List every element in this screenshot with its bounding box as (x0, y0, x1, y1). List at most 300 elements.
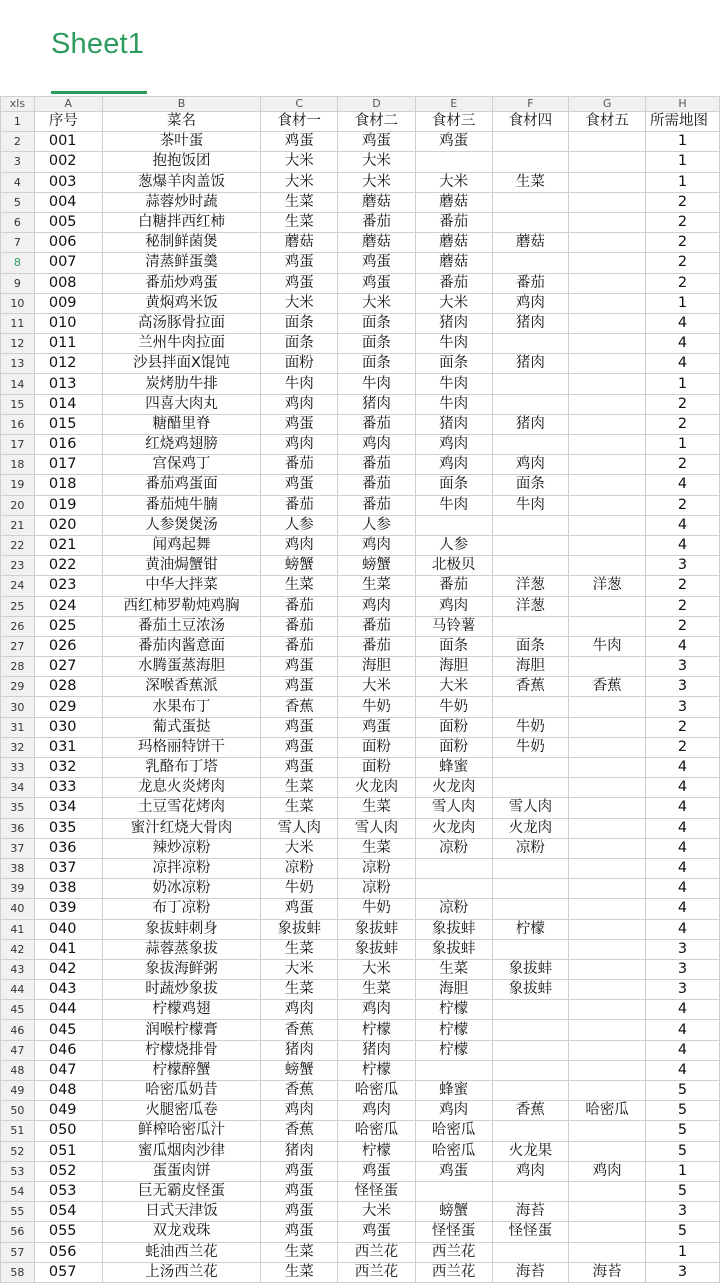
data-cell[interactable]: 2 (646, 233, 720, 253)
row-number[interactable]: 18 (1, 455, 35, 475)
data-cell[interactable] (569, 737, 646, 757)
data-cell[interactable]: 猪肉 (338, 1040, 416, 1060)
data-cell[interactable]: 番茄 (261, 596, 338, 616)
data-cell[interactable] (569, 879, 646, 899)
data-cell[interactable] (492, 334, 569, 354)
data-cell[interactable]: 番茄 (338, 616, 416, 636)
data-cell[interactable]: 大米 (415, 293, 492, 313)
data-cell[interactable] (492, 879, 569, 899)
data-cell[interactable]: 牛奶 (338, 899, 416, 919)
data-cell[interactable] (569, 1121, 646, 1141)
row-number[interactable]: 51 (1, 1121, 35, 1141)
row-number[interactable]: 57 (1, 1242, 35, 1262)
data-cell[interactable]: 高汤豚骨拉面 (102, 313, 261, 333)
data-cell[interactable]: 水腾蛋蒸海胆 (102, 657, 261, 677)
data-cell[interactable]: 4 (646, 858, 720, 878)
data-cell[interactable]: 柠檬 (415, 1040, 492, 1060)
data-cell[interactable] (492, 939, 569, 959)
data-cell[interactable]: 2 (646, 616, 720, 636)
data-cell[interactable] (569, 273, 646, 293)
row-number[interactable]: 7 (1, 233, 35, 253)
data-cell[interactable]: 1 (646, 152, 720, 172)
data-cell[interactable] (492, 1121, 569, 1141)
data-cell[interactable]: 030 (34, 717, 102, 737)
data-cell[interactable]: 香蕉 (261, 1121, 338, 1141)
row-number[interactable]: 48 (1, 1060, 35, 1080)
data-cell[interactable]: 番茄鸡蛋面 (102, 475, 261, 495)
column-header-f[interactable]: F (492, 97, 569, 112)
data-cell[interactable]: 面粉 (415, 737, 492, 757)
data-cell[interactable]: 1 (646, 374, 720, 394)
data-cell[interactable]: 哈密瓜 (415, 1141, 492, 1161)
data-cell[interactable]: 蘑菇 (415, 192, 492, 212)
data-cell[interactable]: 鸡蛋 (261, 475, 338, 495)
data-cell[interactable]: 牛奶 (492, 737, 569, 757)
data-cell[interactable]: 042 (34, 959, 102, 979)
data-cell[interactable] (492, 435, 569, 455)
data-cell[interactable]: 4 (646, 758, 720, 778)
data-cell[interactable] (569, 657, 646, 677)
data-cell[interactable]: 蜂蜜 (415, 1081, 492, 1101)
data-cell[interactable]: 深喉香蕉派 (102, 677, 261, 697)
data-cell[interactable]: 柠檬 (338, 1141, 416, 1161)
data-cell[interactable]: 052 (34, 1161, 102, 1181)
data-cell[interactable] (415, 152, 492, 172)
data-cell[interactable] (569, 758, 646, 778)
data-cell[interactable]: 猪肉 (415, 313, 492, 333)
data-cell[interactable]: 香蕉 (492, 677, 569, 697)
data-cell[interactable]: 4 (646, 899, 720, 919)
data-cell[interactable]: 鸡肉 (415, 1101, 492, 1121)
data-cell[interactable]: 牛奶 (261, 879, 338, 899)
data-cell[interactable] (569, 1181, 646, 1201)
data-cell[interactable]: 面条 (415, 354, 492, 374)
row-number[interactable]: 58 (1, 1262, 35, 1282)
data-cell[interactable]: 012 (34, 354, 102, 374)
data-cell[interactable] (569, 233, 646, 253)
data-cell[interactable] (569, 919, 646, 939)
data-cell[interactable]: 生菜 (261, 778, 338, 798)
data-cell[interactable]: 生菜 (261, 939, 338, 959)
row-number[interactable]: 6 (1, 212, 35, 232)
data-cell[interactable]: 010 (34, 313, 102, 333)
data-cell[interactable]: 哈密瓜 (415, 1121, 492, 1141)
data-cell[interactable]: 2 (646, 717, 720, 737)
data-cell[interactable]: 人参煲煲汤 (102, 515, 261, 535)
data-cell[interactable]: 茶叶蛋 (102, 132, 261, 152)
data-cell[interactable]: 2 (646, 737, 720, 757)
data-cell[interactable]: 海胆 (492, 657, 569, 677)
data-cell[interactable] (492, 132, 569, 152)
data-cell[interactable]: 蘑菇 (492, 233, 569, 253)
data-cell[interactable]: 洋葱 (492, 596, 569, 616)
data-cell[interactable]: 乳酪布丁塔 (102, 758, 261, 778)
data-cell[interactable]: 火腿密瓜卷 (102, 1101, 261, 1121)
column-title-cell[interactable]: 食材五 (569, 112, 646, 132)
data-cell[interactable]: 2 (646, 192, 720, 212)
data-cell[interactable]: 生菜 (415, 959, 492, 979)
data-cell[interactable]: 海苔 (492, 1262, 569, 1282)
data-cell[interactable]: 生菜 (261, 1242, 338, 1262)
data-cell[interactable]: 2 (646, 394, 720, 414)
data-cell[interactable]: 象拔蚌 (492, 980, 569, 1000)
data-cell[interactable]: 018 (34, 475, 102, 495)
data-cell[interactable]: 牛肉 (569, 636, 646, 656)
row-number[interactable]: 19 (1, 475, 35, 495)
data-cell[interactable]: 海苔 (569, 1262, 646, 1282)
data-cell[interactable]: 041 (34, 939, 102, 959)
data-cell[interactable]: 黄焖鸡米饭 (102, 293, 261, 313)
data-cell[interactable] (492, 374, 569, 394)
data-cell[interactable]: 蒜蓉炒时蔬 (102, 192, 261, 212)
data-cell[interactable]: 4 (646, 919, 720, 939)
data-cell[interactable]: 猪肉 (415, 414, 492, 434)
data-cell[interactable]: 大米 (261, 959, 338, 979)
data-cell[interactable]: 045 (34, 1020, 102, 1040)
data-cell[interactable]: 柠檬 (492, 919, 569, 939)
data-cell[interactable] (569, 697, 646, 717)
data-cell[interactable]: 怪怪蛋 (415, 1222, 492, 1242)
data-cell[interactable]: 013 (34, 374, 102, 394)
data-cell[interactable]: 1 (646, 293, 720, 313)
data-cell[interactable] (569, 1242, 646, 1262)
data-cell[interactable] (569, 717, 646, 737)
data-cell[interactable]: 凉粉 (338, 858, 416, 878)
row-number[interactable]: 24 (1, 576, 35, 596)
row-number[interactable]: 42 (1, 939, 35, 959)
data-cell[interactable]: 马铃薯 (415, 616, 492, 636)
row-number[interactable]: 47 (1, 1040, 35, 1060)
row-number[interactable]: 29 (1, 677, 35, 697)
data-cell[interactable]: 003 (34, 172, 102, 192)
data-cell[interactable]: 4 (646, 818, 720, 838)
data-cell[interactable]: 闻鸡起舞 (102, 535, 261, 555)
data-cell[interactable]: 猪肉 (492, 354, 569, 374)
row-number[interactable]: 56 (1, 1222, 35, 1242)
data-cell[interactable]: 鸡蛋 (338, 1161, 416, 1181)
data-cell[interactable]: 奶冰凉粉 (102, 879, 261, 899)
data-cell[interactable] (492, 152, 569, 172)
data-cell[interactable]: 凉粉 (415, 838, 492, 858)
data-cell[interactable]: 044 (34, 1000, 102, 1020)
data-cell[interactable] (415, 858, 492, 878)
data-cell[interactable]: 雪人肉 (492, 798, 569, 818)
data-cell[interactable]: 055 (34, 1222, 102, 1242)
data-cell[interactable]: 雪人肉 (415, 798, 492, 818)
data-cell[interactable]: 牛肉 (415, 374, 492, 394)
data-cell[interactable]: 龙息火炎烤肉 (102, 778, 261, 798)
data-cell[interactable]: 哈密瓜 (338, 1121, 416, 1141)
data-cell[interactable]: 凉粉 (415, 899, 492, 919)
row-number[interactable]: 55 (1, 1202, 35, 1222)
data-cell[interactable]: 017 (34, 455, 102, 475)
sheet-tab[interactable]: Sheet1 (51, 28, 145, 60)
data-cell[interactable]: 沙县拌面X馄饨 (102, 354, 261, 374)
data-cell[interactable]: 050 (34, 1121, 102, 1141)
data-cell[interactable]: 香蕉 (261, 697, 338, 717)
data-cell[interactable]: 鲜榨哈密瓜汁 (102, 1121, 261, 1141)
data-cell[interactable]: 002 (34, 152, 102, 172)
data-cell[interactable]: 大米 (261, 293, 338, 313)
data-cell[interactable]: 008 (34, 273, 102, 293)
row-number[interactable]: 35 (1, 798, 35, 818)
data-cell[interactable]: 生菜 (261, 798, 338, 818)
data-cell[interactable] (569, 1222, 646, 1242)
data-cell[interactable]: 鸡肉 (492, 455, 569, 475)
data-cell[interactable]: 4 (646, 475, 720, 495)
data-cell[interactable] (569, 414, 646, 434)
data-cell[interactable]: 鸡蛋 (338, 1222, 416, 1242)
data-cell[interactable]: 014 (34, 394, 102, 414)
data-cell[interactable]: 番茄 (261, 616, 338, 636)
data-cell[interactable]: 027 (34, 657, 102, 677)
data-cell[interactable]: 番茄 (338, 475, 416, 495)
data-cell[interactable]: 046 (34, 1040, 102, 1060)
data-cell[interactable]: 宫保鸡丁 (102, 455, 261, 475)
data-cell[interactable] (492, 616, 569, 636)
data-cell[interactable]: 2 (646, 455, 720, 475)
column-header-g[interactable]: G (569, 97, 646, 112)
data-cell[interactable] (569, 192, 646, 212)
data-cell[interactable]: 润喉柠檬膏 (102, 1020, 261, 1040)
data-cell[interactable] (492, 899, 569, 919)
data-cell[interactable]: 鸡蛋 (261, 657, 338, 677)
data-cell[interactable]: 生菜 (261, 980, 338, 1000)
data-cell[interactable]: 蘑菇 (415, 253, 492, 273)
data-cell[interactable]: 清蒸鲜蛋羹 (102, 253, 261, 273)
data-cell[interactable]: 香蕉 (261, 1081, 338, 1101)
row-number[interactable]: 17 (1, 435, 35, 455)
data-cell[interactable]: 3 (646, 939, 720, 959)
data-cell[interactable] (569, 172, 646, 192)
data-cell[interactable]: 面粉 (338, 758, 416, 778)
data-cell[interactable] (569, 1000, 646, 1020)
data-cell[interactable]: 鸡蛋 (261, 899, 338, 919)
data-cell[interactable]: 牛奶 (415, 697, 492, 717)
row-number[interactable]: 25 (1, 596, 35, 616)
data-cell[interactable] (569, 515, 646, 535)
data-cell[interactable]: 番茄 (261, 455, 338, 475)
data-cell[interactable]: 香蕉 (492, 1101, 569, 1121)
data-cell[interactable]: 番茄 (338, 495, 416, 515)
data-cell[interactable]: 蛋蛋肉饼 (102, 1161, 261, 1181)
data-cell[interactable]: 054 (34, 1202, 102, 1222)
data-cell[interactable]: 020 (34, 515, 102, 535)
data-cell[interactable]: 鸡肉 (261, 435, 338, 455)
data-cell[interactable] (569, 980, 646, 1000)
row-number[interactable]: 14 (1, 374, 35, 394)
data-cell[interactable]: 牛肉 (338, 374, 416, 394)
column-header-b[interactable]: B (102, 97, 261, 112)
data-cell[interactable]: 面粉 (261, 354, 338, 374)
data-cell[interactable]: 1 (646, 1161, 720, 1181)
data-cell[interactable]: 番茄 (492, 273, 569, 293)
data-cell[interactable]: 蜜瓜烟肉沙律 (102, 1141, 261, 1161)
data-cell[interactable]: 牛奶 (338, 697, 416, 717)
row-number[interactable]: 54 (1, 1181, 35, 1201)
data-cell[interactable] (492, 758, 569, 778)
row-number[interactable]: 12 (1, 334, 35, 354)
data-cell[interactable]: 蘑菇 (338, 192, 416, 212)
row-number[interactable]: 13 (1, 354, 35, 374)
data-cell[interactable]: 面条 (338, 354, 416, 374)
data-cell[interactable] (569, 1202, 646, 1222)
data-cell[interactable]: 鸡蛋 (261, 1181, 338, 1201)
data-cell[interactable]: 秘制鲜菌煲 (102, 233, 261, 253)
data-cell[interactable]: 鸡肉 (415, 435, 492, 455)
data-cell[interactable]: 番茄 (415, 273, 492, 293)
data-cell[interactable]: 大米 (415, 172, 492, 192)
row-number[interactable]: 31 (1, 717, 35, 737)
data-cell[interactable]: 鸡肉 (261, 394, 338, 414)
data-cell[interactable]: 猪肉 (261, 1141, 338, 1161)
row-number[interactable]: 5 (1, 192, 35, 212)
data-cell[interactable]: 019 (34, 495, 102, 515)
data-cell[interactable]: 049 (34, 1101, 102, 1121)
data-cell[interactable]: 2 (646, 414, 720, 434)
data-cell[interactable]: 039 (34, 899, 102, 919)
data-cell[interactable]: 022 (34, 556, 102, 576)
data-cell[interactable]: 西兰花 (415, 1262, 492, 1282)
data-cell[interactable]: 3 (646, 677, 720, 697)
data-cell[interactable]: 大米 (338, 152, 416, 172)
data-cell[interactable]: 4 (646, 838, 720, 858)
row-number[interactable]: 45 (1, 1000, 35, 1020)
data-cell[interactable]: 生菜 (261, 212, 338, 232)
data-cell[interactable]: 4 (646, 1040, 720, 1060)
data-cell[interactable]: 4 (646, 778, 720, 798)
data-cell[interactable]: 1 (646, 1242, 720, 1262)
data-cell[interactable] (569, 1060, 646, 1080)
data-cell[interactable] (492, 1081, 569, 1101)
data-cell[interactable]: 3 (646, 556, 720, 576)
data-cell[interactable]: 海苔 (492, 1202, 569, 1222)
row-number[interactable]: 20 (1, 495, 35, 515)
data-cell[interactable]: 黄油焗蟹钳 (102, 556, 261, 576)
data-cell[interactable]: 番茄 (338, 455, 416, 475)
data-cell[interactable]: 玛格丽特饼干 (102, 737, 261, 757)
data-cell[interactable]: 鸡肉 (569, 1161, 646, 1181)
data-cell[interactable]: 鸡蛋 (261, 717, 338, 737)
data-cell[interactable] (569, 556, 646, 576)
row-number[interactable]: 28 (1, 657, 35, 677)
data-cell[interactable]: 面条 (415, 636, 492, 656)
data-cell[interactable]: 牛肉 (261, 374, 338, 394)
data-cell[interactable]: 大米 (261, 838, 338, 858)
data-cell[interactable]: 4 (646, 1000, 720, 1020)
data-cell[interactable]: 洋葱 (569, 576, 646, 596)
data-cell[interactable]: 雪人肉 (338, 818, 416, 838)
data-cell[interactable]: 兰州牛肉拉面 (102, 334, 261, 354)
data-cell[interactable]: 象拔蚌 (338, 919, 416, 939)
row-number[interactable]: 9 (1, 273, 35, 293)
row-number[interactable]: 23 (1, 556, 35, 576)
data-cell[interactable]: 鸡肉 (261, 1101, 338, 1121)
data-cell[interactable]: 生菜 (261, 1262, 338, 1282)
row-number[interactable]: 36 (1, 818, 35, 838)
data-cell[interactable]: 鸡蛋 (261, 414, 338, 434)
data-cell[interactable]: 038 (34, 879, 102, 899)
data-cell[interactable] (569, 535, 646, 555)
data-cell[interactable]: 大米 (261, 152, 338, 172)
data-cell[interactable]: 香蕉 (569, 677, 646, 697)
data-cell[interactable] (492, 858, 569, 878)
data-cell[interactable]: 番茄肉酱意面 (102, 636, 261, 656)
data-cell[interactable]: 牛肉 (415, 495, 492, 515)
data-cell[interactable]: 032 (34, 758, 102, 778)
data-cell[interactable] (569, 818, 646, 838)
data-cell[interactable]: 鸡蛋 (261, 758, 338, 778)
data-cell[interactable] (492, 192, 569, 212)
column-header-a[interactable]: A (34, 97, 102, 112)
data-cell[interactable] (569, 1081, 646, 1101)
row-number[interactable]: 40 (1, 899, 35, 919)
data-cell[interactable]: 2 (646, 212, 720, 232)
data-cell[interactable] (492, 1242, 569, 1262)
data-cell[interactable]: 031 (34, 737, 102, 757)
row-number[interactable]: 41 (1, 919, 35, 939)
data-cell[interactable]: 4 (646, 515, 720, 535)
data-cell[interactable]: 025 (34, 616, 102, 636)
data-cell[interactable] (569, 253, 646, 273)
data-cell[interactable]: 057 (34, 1262, 102, 1282)
data-cell[interactable]: 柠檬 (338, 1060, 416, 1080)
data-cell[interactable]: 023 (34, 576, 102, 596)
data-cell[interactable]: 香蕉 (261, 1020, 338, 1040)
row-number[interactable]: 44 (1, 980, 35, 1000)
column-header-e[interactable]: E (415, 97, 492, 112)
data-cell[interactable]: 001 (34, 132, 102, 152)
data-cell[interactable] (569, 778, 646, 798)
data-cell[interactable]: 2 (646, 596, 720, 616)
data-cell[interactable]: 5 (646, 1181, 720, 1201)
data-cell[interactable] (492, 1000, 569, 1020)
data-cell[interactable]: 3 (646, 697, 720, 717)
data-cell[interactable]: 柠檬 (338, 1020, 416, 1040)
column-title-cell[interactable]: 食材二 (338, 112, 416, 132)
data-cell[interactable]: 004 (34, 192, 102, 212)
data-cell[interactable] (569, 132, 646, 152)
data-cell[interactable]: 生菜 (338, 980, 416, 1000)
data-cell[interactable]: 上汤西兰花 (102, 1262, 261, 1282)
data-cell[interactable]: 哈密瓜 (569, 1101, 646, 1121)
data-cell[interactable]: 象拔蚌 (415, 939, 492, 959)
data-cell[interactable] (492, 1020, 569, 1040)
data-cell[interactable] (492, 556, 569, 576)
data-cell[interactable]: 040 (34, 919, 102, 939)
data-cell[interactable]: 海胆 (338, 657, 416, 677)
data-cell[interactable]: 2 (646, 576, 720, 596)
data-cell[interactable]: 3 (646, 1262, 720, 1282)
data-cell[interactable]: 5 (646, 1101, 720, 1121)
row-number[interactable]: 39 (1, 879, 35, 899)
data-cell[interactable]: 番茄 (338, 212, 416, 232)
column-header-h[interactable]: H (646, 97, 720, 112)
data-cell[interactable]: 051 (34, 1141, 102, 1161)
data-cell[interactable]: 面条 (261, 334, 338, 354)
data-cell[interactable]: 034 (34, 798, 102, 818)
data-cell[interactable]: 生菜 (492, 172, 569, 192)
data-cell[interactable]: 火龙肉 (415, 778, 492, 798)
data-cell[interactable]: 葡式蛋挞 (102, 717, 261, 737)
data-cell[interactable]: 柠檬 (415, 1000, 492, 1020)
data-cell[interactable]: 象拔蚌刺身 (102, 919, 261, 939)
data-cell[interactable]: 面条 (415, 475, 492, 495)
data-cell[interactable]: 牛奶 (492, 717, 569, 737)
data-cell[interactable] (569, 798, 646, 818)
row-number[interactable]: 37 (1, 838, 35, 858)
data-cell[interactable]: 鸡蛋 (338, 132, 416, 152)
